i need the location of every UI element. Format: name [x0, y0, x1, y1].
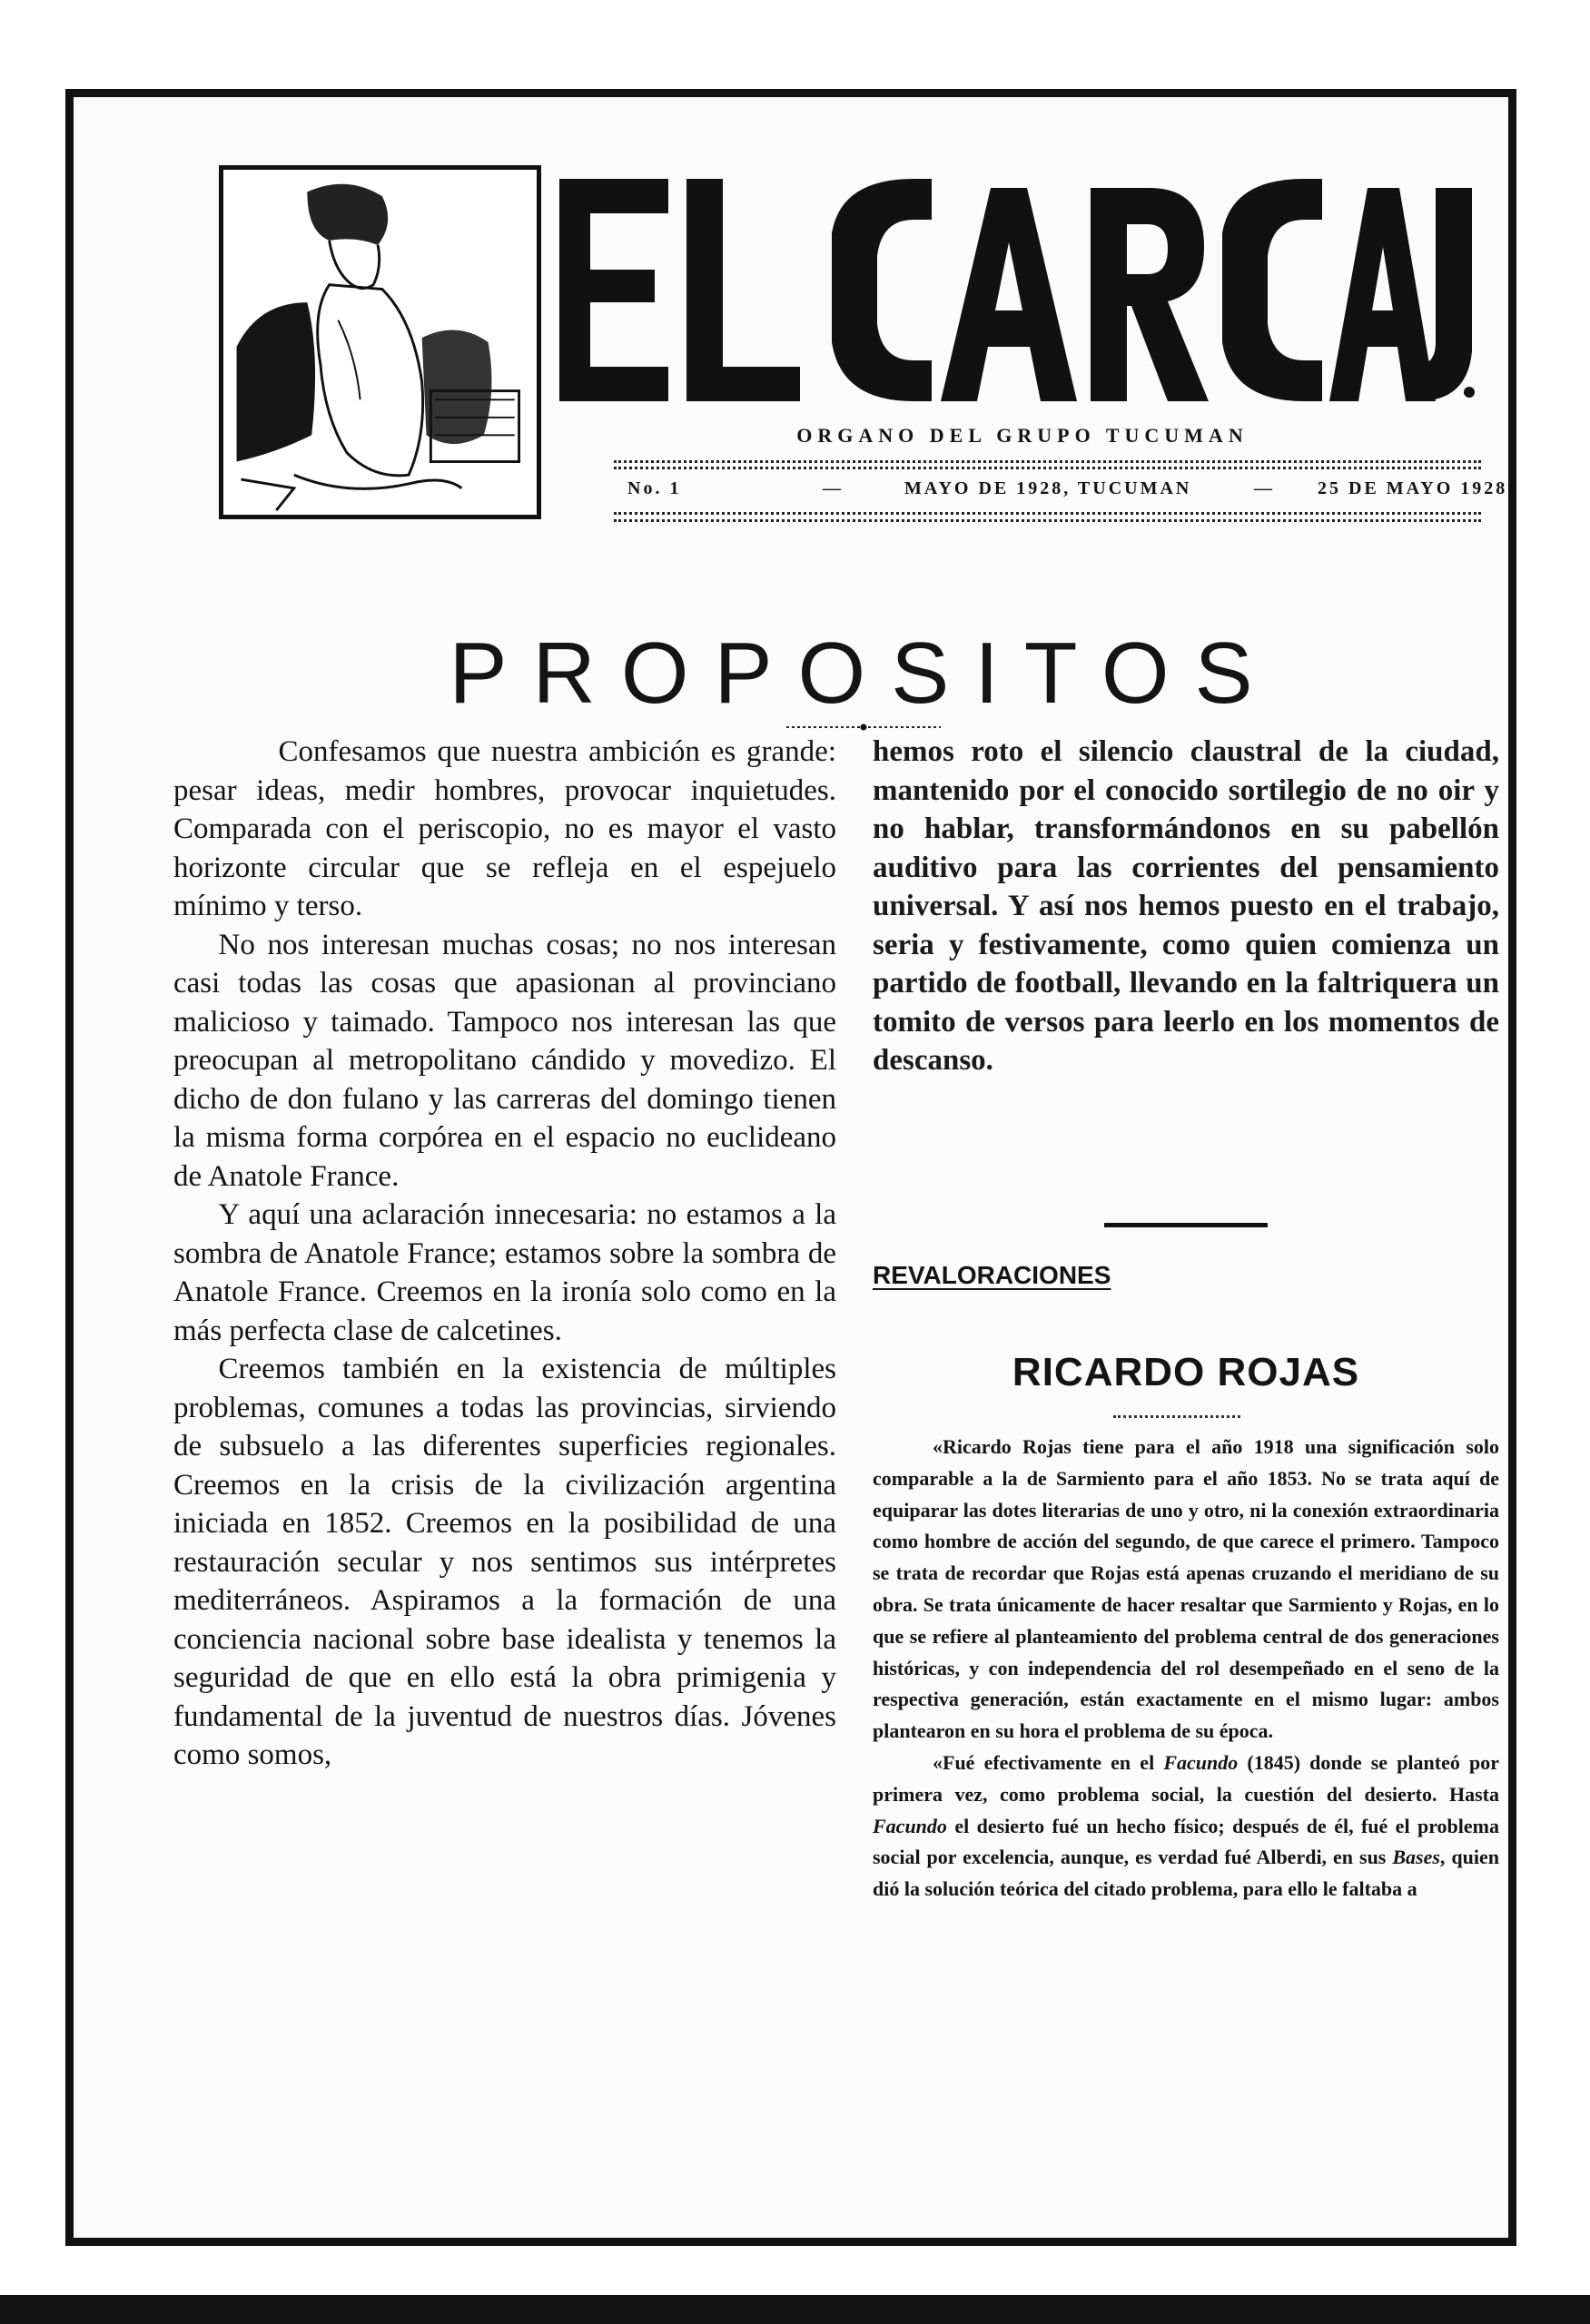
quote-text: (1845) donde se planteó por primera vez, como problema social, la cuestión del desierto. Hasta: [873, 1750, 1499, 1806]
issue-separator: —: [823, 478, 844, 498]
scan-bottom-band: [0, 2295, 1590, 2324]
quote-paragraph: [873, 1748, 1499, 1905]
quoted-text: [873, 1432, 1499, 1905]
masthead-illustration: [219, 165, 541, 519]
right-column: [873, 733, 1499, 2276]
issue-place: MAYO DE 1928, TUCUMAN: [904, 478, 1192, 498]
section-subject: RICARDO ROJAS: [1012, 1350, 1360, 1394]
masthead-subtitle: ORGANO DEL GRUPO TUCUMAN: [796, 424, 1249, 447]
quote-text: , quien dió la solución teórica del citado problema, para ello le faltaba a: [873, 1846, 1499, 1901]
masthead: [219, 165, 1508, 601]
quote-text: el desierto fué un hecho físico; después de él, fué el problema social por excelencia, aunque, es verdad fué Alberdi, en sus: [873, 1814, 1499, 1869]
paragraph: No nos interesan muchas cosas; no nos interesan casi todas las cosas que apasionan al provinciano malicioso y taimado. Tampoco nos interesan las que preocupan al metropolitano cándido y movedizo. El dicho de don fulano y las carreras del domingo tienen la misma forma corpórea en el espacio no euclideano de Anatole France.: [173, 928, 836, 1193]
article-title: PROPOSITOS: [449, 625, 1279, 722]
subject-dotted-rule: [1113, 1415, 1240, 1418]
section-divider: [1104, 1223, 1268, 1227]
paragraph-continuation: hemos roto el silencio claustral de la ciudad, mantenido por el conocido sortilegio de no oir y no hablar, transformándonos en su pabellón auditivo para las corrientes del pensamiento universal. Y así nos hemos puesto en el trabajo, seria y festivamente, como quien comienza un partido de football, llevando en la faltriquera un tomito de versos para leerlo en los momentos de descanso.: [873, 735, 1499, 1077]
paragraph: Creemos también en la existencia de múltiples problemas, comunes a todas las provincias, sirviendo de subsuelo a las diferentes superficies regionales. Creemos en la crisis de la civilización argentina iniciada en 1852. Creemos en la posibilidad de una restauración secular y nos sentimos sus intérpretes mediterráneos. Aspiramos a la formación de una conciencia nacional sobre base idealista y tenemos la seguridad de que en ello está la obra primigenia y fundamental de la juventud de nuestros días. Jóvenes como somos,: [173, 1353, 836, 1771]
page-frame: [65, 89, 1516, 2246]
masthead-dotted-rule: [614, 460, 1481, 463]
masthead-logo: [550, 170, 1476, 410]
title-ornament-rule: [786, 724, 941, 731]
left-column: [173, 733, 836, 2276]
masthead-dotted-rule: [614, 512, 1481, 515]
quote-italic: Facundo: [873, 1814, 947, 1837]
issue-date: 25 DE MAYO 1928: [1318, 478, 1508, 498]
masthead-dotted-rule: [614, 467, 1481, 469]
paragraph: Y aquí una aclaración innecesaria: no estamos a la sombra de Anatole France; estamos sobre la sombra de Anatole France. Creemos en la ironía solo como en la más perfecta clase de calcetines.: [173, 1198, 836, 1347]
paragraph: Confesamos que nuestra ambición es grande: pesar ideas, medir hombres, provocar inquietudes. Comparada con el periscopio, no es mayor el vasto horizonte circular que se refleja en el espejuelo mínimo y terso.: [173, 735, 836, 922]
masthead-dotted-rule: [614, 519, 1481, 522]
quote-italic: Facundo: [1163, 1750, 1239, 1774]
quote-italic: Bases: [1392, 1846, 1440, 1869]
quote-paragraph: «Ricardo Rojas tiene para el año 1918 una significación solo comparable a la de Sarmiento para el año 1853. No se trata aquí de equiparar las dotes literarias de uno y otro, ni la conexión extraordinaria como hombre de acción del segundo, de que carece el primero. Tampoco se trata de recordar que Rojas está apenas cruzando el meridiano de su obra. Se trata únicamente de hacer resaltar que Sarmiento y Rojas, en lo que se refiere al planteamiento del problema central de dos generaciones históricas, y con independencia del rol desempeñado en el seno de la respectiva generación, están exactamente en el mismo lugar: ambos plantearon en su hora el problema de su época.: [873, 1435, 1499, 1743]
issue-number: No. 1: [627, 478, 682, 498]
issue-separator: —: [1254, 478, 1275, 498]
section-rubric: REVALORACIONES: [873, 1261, 1111, 1289]
issue-line: [627, 478, 1508, 506]
quote-text: «Fué efectivamente en el: [933, 1750, 1164, 1774]
